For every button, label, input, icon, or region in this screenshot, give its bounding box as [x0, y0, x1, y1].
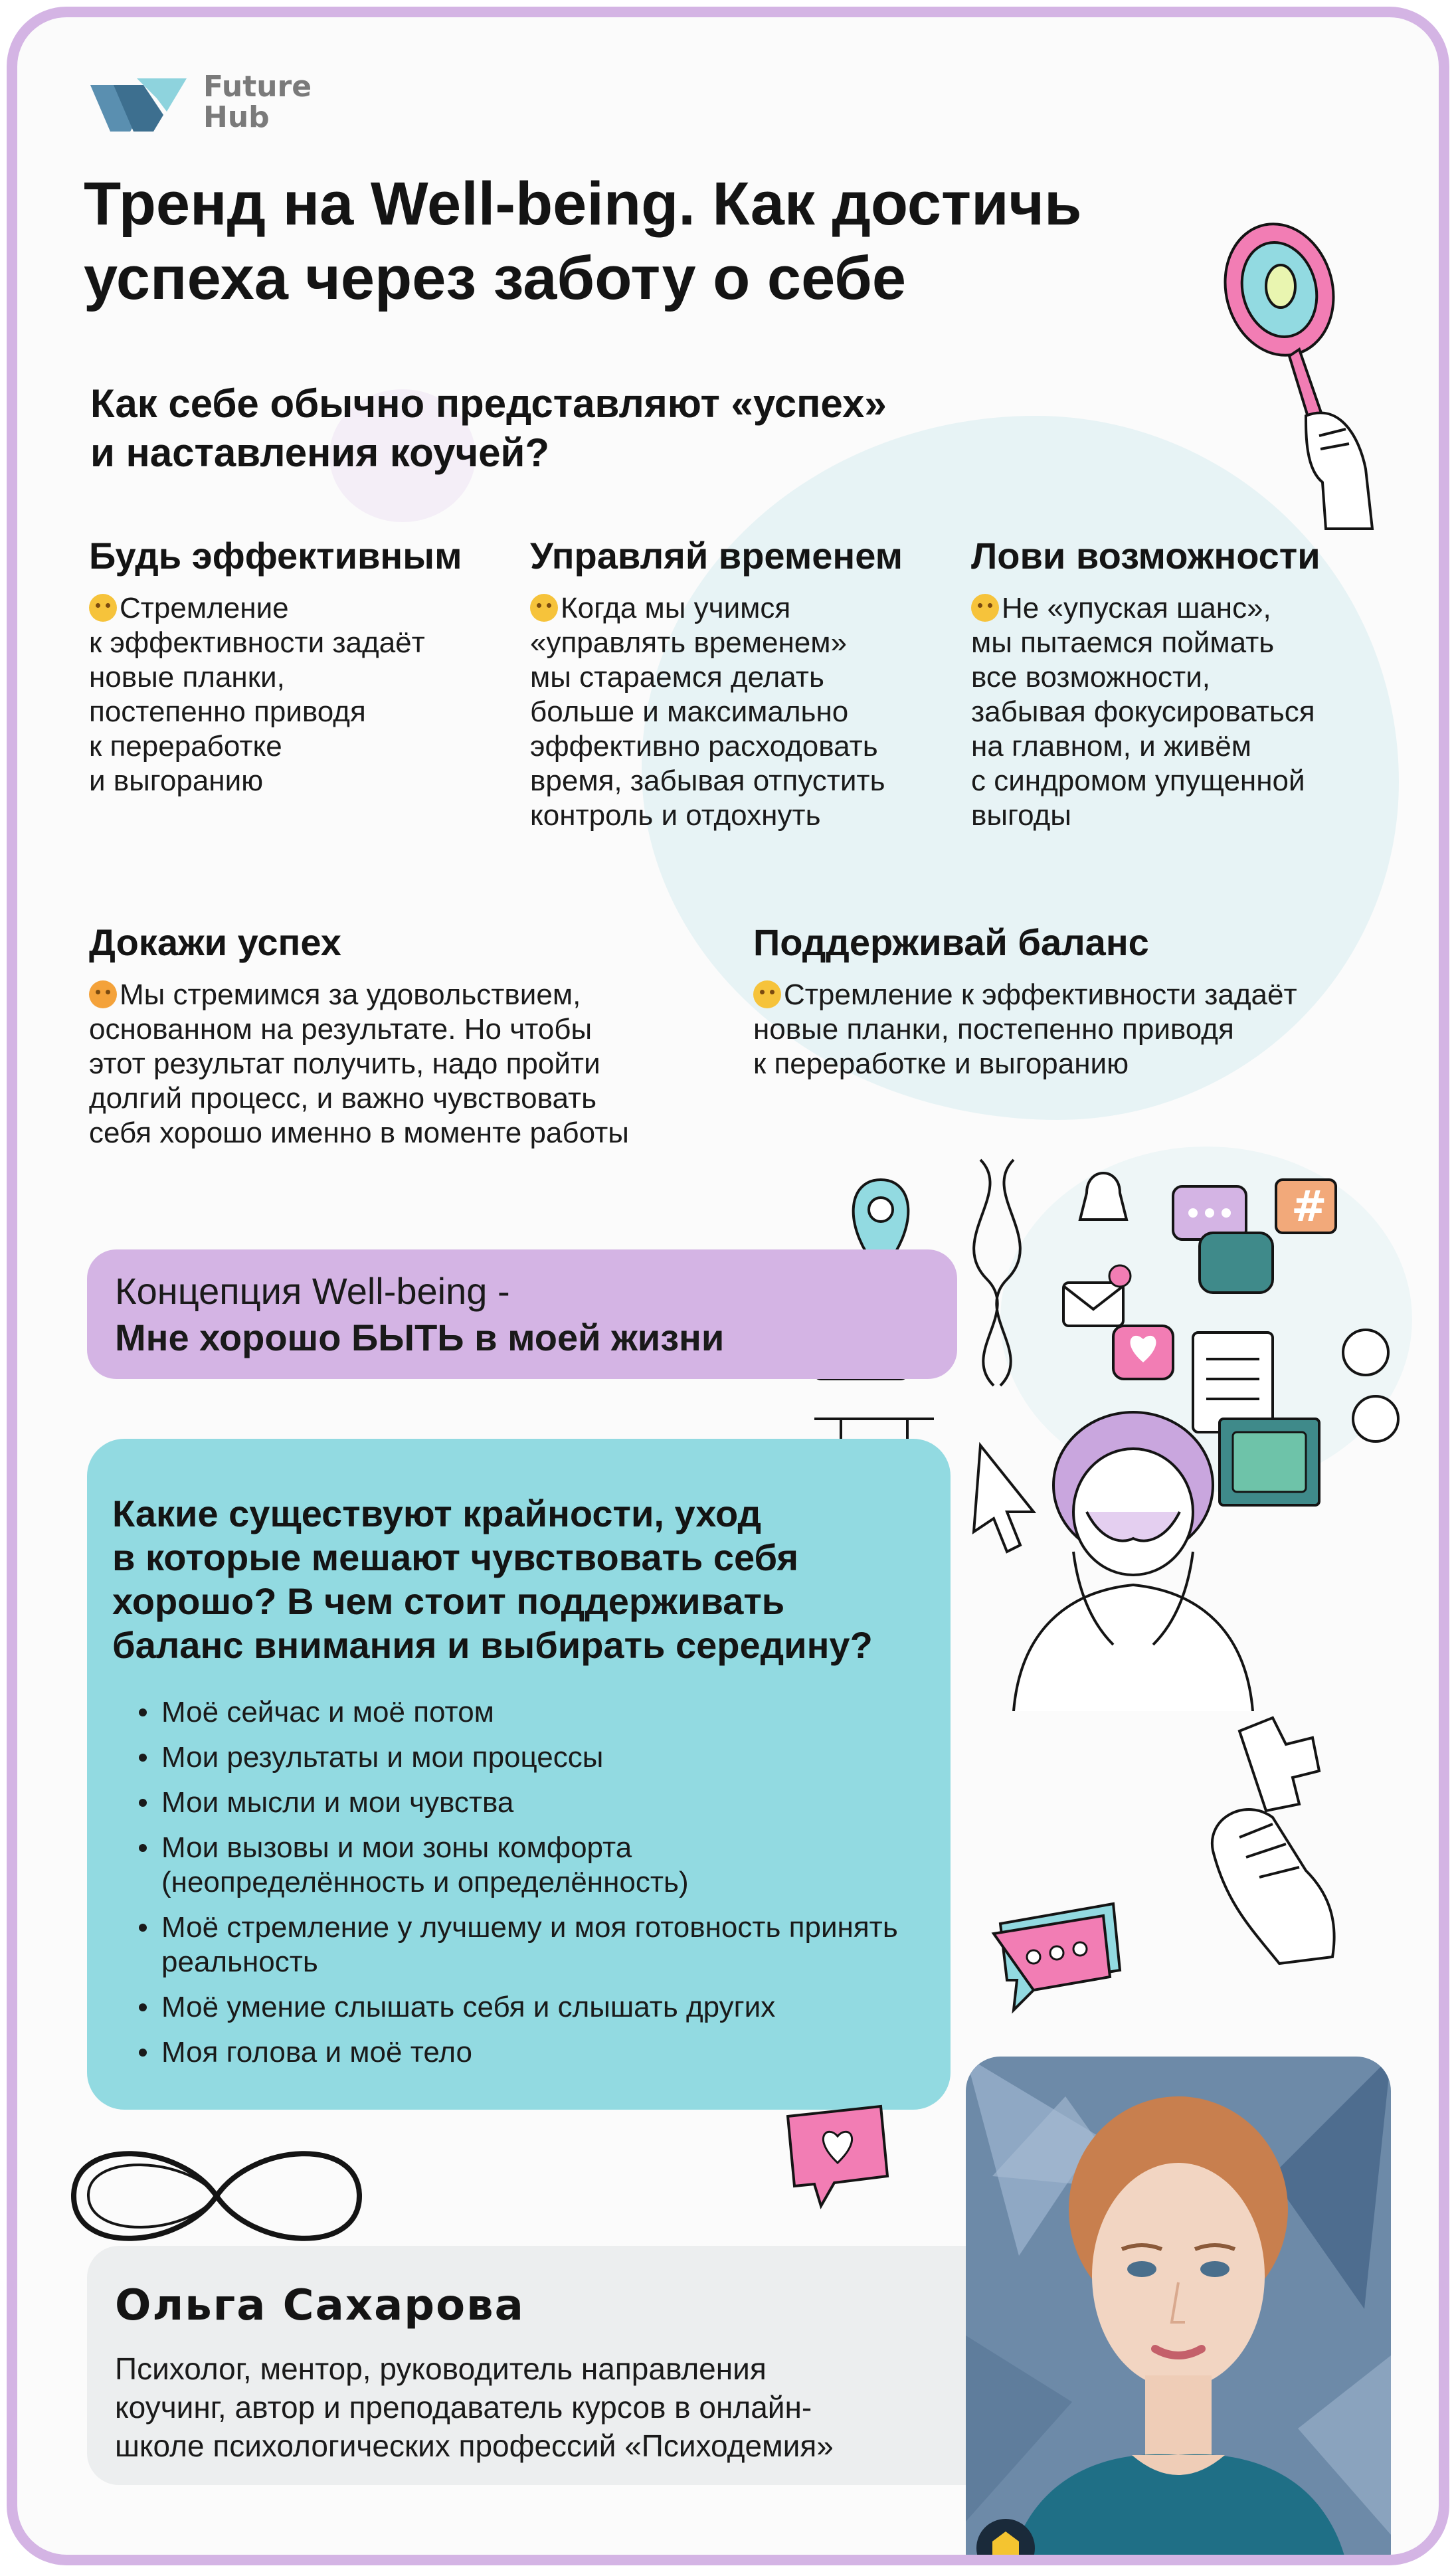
chat-bubble-illustration-icon [987, 1897, 1133, 2017]
card-line: к эффективности задаёт [89, 626, 425, 659]
subtitle-line1: Как себе обычно представляют «успех» [90, 381, 887, 426]
author-name: Ольга Сахарова [115, 2281, 525, 2330]
brand-name-line1: Future [203, 70, 312, 104]
extremes-box [87, 1439, 951, 2110]
angry-emoji-icon [89, 980, 117, 1008]
list-item: Моё сейчас и моё потом [139, 1695, 925, 1730]
surprised-emoji-icon [530, 594, 558, 622]
extremes-question [112, 1492, 929, 1667]
card-line: долгий процесс, и важно чувствовать [89, 1082, 597, 1115]
card-line: новые планки, [89, 661, 285, 693]
list-item: Мои результаты и мои процессы [139, 1740, 925, 1775]
question-line: баланс внимания и выбирать середину? [112, 1624, 873, 1666]
card-be-effective [89, 534, 514, 798]
page-title [84, 167, 1213, 316]
card-line: к переработке и выгоранию [753, 1048, 1129, 1080]
brand-name [203, 72, 312, 133]
author-desc-line: школе психологических профессий «Психодемия» [115, 2429, 834, 2463]
heart-bubble-illustration-icon [774, 2096, 901, 2209]
card-line: основанном на результате. Но чтобы [89, 1013, 592, 1046]
infographic-card [7, 7, 1449, 2565]
page-title-line1: Тренд на Well-being. Как достичь [84, 170, 1082, 238]
hand-puzzle-illustration-icon [1200, 1704, 1372, 1970]
card-keep-balance [753, 921, 1404, 1081]
card-title: Лови возможности [971, 535, 1320, 577]
list-item: Мои мысли и мои чувства [139, 1786, 925, 1820]
card-line: контроль и отдохнуть [530, 799, 821, 832]
concept-banner [87, 1249, 957, 1379]
card-line: постепенно приводя [89, 695, 366, 728]
card-catch-opportunities [971, 534, 1396, 833]
author-description [115, 2349, 992, 2465]
card-text [971, 591, 1396, 833]
card-line: и выгоранию [89, 765, 264, 797]
card-line: больше и максимально [530, 695, 849, 728]
extremes-list [112, 1695, 925, 2070]
card-line: эффективно расходовать [530, 730, 878, 763]
card-line: Стремление к эффективности задаёт [784, 978, 1297, 1011]
card-line: время, забывая отпустить [530, 765, 885, 797]
future-hub-logo-icon [84, 65, 197, 138]
card-line: забывая фокусироваться [971, 695, 1315, 728]
card-line: «управлять временем» [530, 626, 847, 659]
kissing-emoji-icon [753, 980, 781, 1008]
card-line: с синдромом упущенной [971, 765, 1305, 797]
card-title: Докажи успех [89, 921, 341, 963]
concept-line1: Концепция Well-being - [115, 1270, 510, 1312]
list-item: Моё умение слышать себя и слышать других [139, 1990, 925, 2025]
concept-line2: Мне хорошо БЫТЬ в моей жизни [115, 1317, 725, 1358]
card-line: Мы стремимся за удовольствием, [120, 978, 581, 1011]
card-line: мы стараемся делать [530, 661, 824, 693]
card-line: Не «упуская шанс», [1002, 592, 1271, 624]
author-portrait-icon [966, 2057, 1391, 2565]
card-line: мы пытаемся поймать [971, 626, 1275, 659]
subtitle-line2: и наставления коучей? [90, 430, 550, 475]
card-line: этот результат получить, надо пройти [89, 1048, 600, 1080]
card-line: себя хорошо именно в моменте работы [89, 1117, 629, 1149]
list-item: Моя голова и моё тело [139, 2035, 925, 2070]
brand-name-line2: Hub [203, 100, 270, 134]
card-title: Управляй временем [530, 535, 903, 577]
author-photo [966, 2057, 1391, 2565]
card-line: Стремление [120, 592, 289, 624]
section-subtitle [90, 379, 1220, 478]
card-text [89, 591, 514, 798]
question-line: в которые мешают чувствовать себя [112, 1536, 798, 1578]
author-card [87, 2246, 1017, 2485]
author-desc-line: коучинг, автор и преподаватель курсов в онлайн- [115, 2390, 812, 2425]
card-manage-time [530, 534, 955, 833]
svg-text:#: # [1291, 1182, 1327, 1232]
card-line: Когда мы учимся [561, 592, 791, 624]
winking-emoji-icon [971, 594, 999, 622]
question-line: Какие существуют крайности, уход [112, 1493, 762, 1534]
card-prove-success [89, 921, 740, 1150]
relieved-emoji-icon [89, 594, 117, 622]
card-line: к переработке [89, 730, 282, 763]
card-text [530, 591, 955, 833]
question-line: хорошо? В чем стоит поддерживать [112, 1580, 785, 1622]
page-title-line2: успеха через заботу о себе [84, 244, 907, 312]
author-desc-line: Психолог, ментор, руководитель направления [115, 2351, 767, 2386]
card-title: Будь эффективным [89, 535, 462, 577]
card-line: на главном, и живём [971, 730, 1251, 763]
card-title: Поддерживай баланс [753, 921, 1149, 963]
card-text [753, 978, 1404, 1081]
card-text [89, 978, 740, 1150]
card-line: выгоды [971, 799, 1071, 832]
list-item: Моё стремление у лучшему и моя готовность принять реальность [139, 1910, 903, 1979]
card-line: новые планки, постепенно приводя [753, 1013, 1234, 1046]
list-item: Мои вызовы и мои зоны комфорта (неопределённость и определённость) [139, 1831, 803, 1900]
card-line: все возможности, [971, 661, 1210, 693]
hand-mirror-illustration-icon [1206, 217, 1386, 535]
